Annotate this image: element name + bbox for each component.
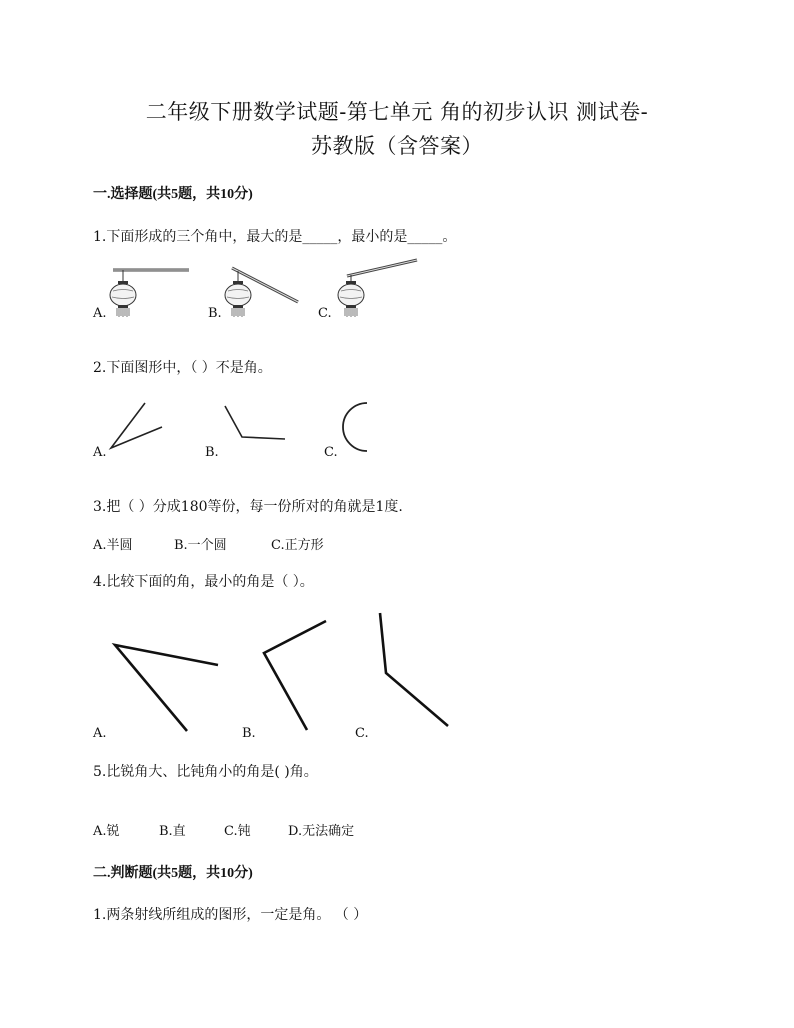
judgement-question-1-text: 1.两条射线所组成的图形，一定是角。 （ ）: [93, 907, 368, 923]
q5-option-b: B.直: [159, 824, 186, 839]
q2-option-c: C.: [324, 445, 338, 460]
section1-heading: 一.选择题(共5题，共10分): [93, 187, 253, 202]
q4-option-b: B.: [242, 726, 256, 741]
q4-option-c: C.: [355, 726, 369, 741]
q5-option-c: C.钝: [224, 824, 251, 839]
q4-option-a: A.: [93, 726, 107, 741]
q3-option-a: A.半圆: [93, 538, 133, 553]
question-3-text: 3.把（ ）分成180等份，每一份所对的角就是1度.: [93, 499, 403, 515]
q1-option-b: B.: [208, 306, 222, 321]
question-5-text: 5.比锐角大、比钝角小的角是( )角。: [93, 764, 318, 780]
question-2-text: 2.下面图形中，（ ）不是角。: [93, 360, 272, 376]
q3-option-b: B.一个圆: [174, 538, 227, 553]
q1-option-a: A.: [93, 306, 107, 321]
q1-option-c: C.: [318, 306, 332, 321]
q5-option-d: D.无法确定: [288, 824, 355, 839]
page-title-line2: 苏教版（含答案）: [311, 134, 483, 158]
q5-option-a: A.锐: [93, 824, 120, 839]
question-1-text: 1.下面形成的三个角中，最大的是_____，最小的是_____。: [93, 229, 457, 245]
section2-heading: 二.判断题(共5题，共10分): [93, 866, 253, 881]
page-title-line1: 二年级下册数学试题-第七单元 角的初步认识 测试卷-: [145, 100, 649, 124]
q2-option-a: A.: [93, 445, 107, 460]
q3-option-c: C.正方形: [271, 538, 324, 553]
question-4-text: 4.比较下面的角，最小的角是（ ）。: [93, 574, 314, 590]
q2-option-b: B.: [205, 445, 219, 460]
